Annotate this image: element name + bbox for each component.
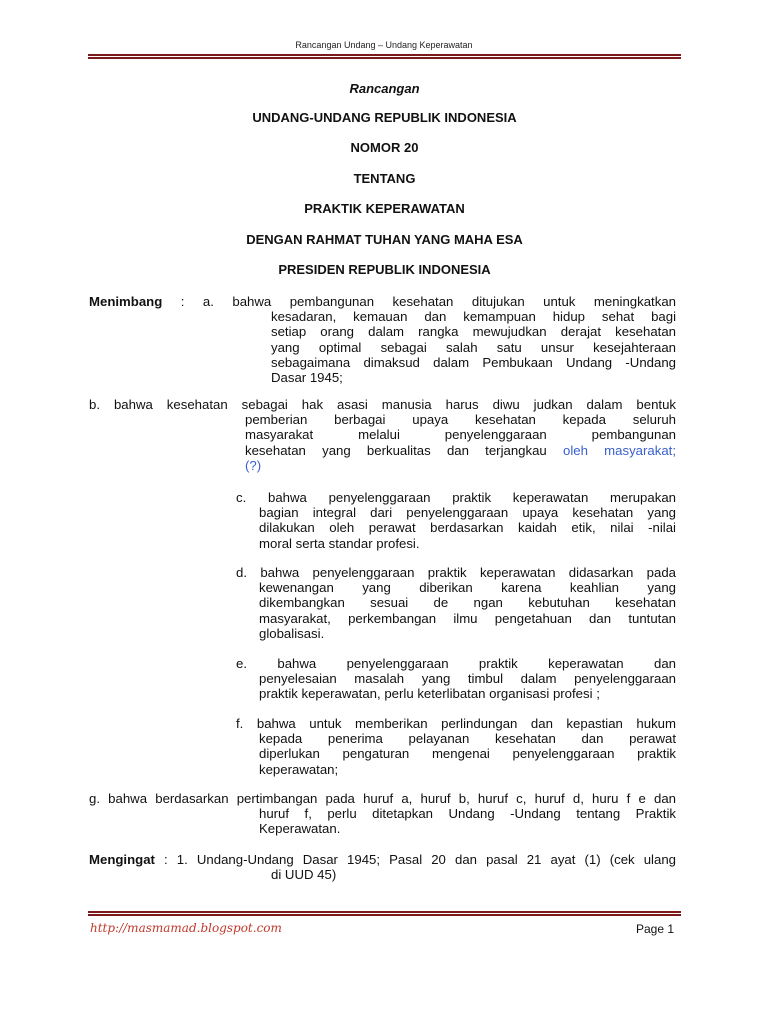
doc-title-number: NOMOR 20 <box>350 140 419 155</box>
doc-title-law: UNDANG-UNDANG REPUBLIK INDONESIA <box>252 110 517 125</box>
comment-highlight: oleh masyarakat; <box>563 442 676 458</box>
menimbang-c: c. bahwa penyelenggaraan praktik keperawatan merupakan <box>236 490 676 505</box>
menimbang-b-body: pemberian berbagai upaya kesehatan kepada seluruh masyarakat melalui penyelenggaraan pembangunan kesehatan yang berkualitas dan terjangkau oleh masyarakat; (?) <box>245 412 676 473</box>
menimbang-c-body: bagian integral dari penyelenggaraan upaya kesehatan yang dilakukan oleh perawat berdasarkan kaidah etik, nilai -nilai moral serta standar profesi. <box>259 505 676 551</box>
mengingat-label: Mengingat <box>89 852 155 867</box>
menimbang-g-body: huruf f, perlu ditetapkan Undang -Undang tentang Praktik Keperawatan. <box>259 806 676 837</box>
menimbang-f-body: kepada penerima pelayanan kesehatan dan perawat diperlukan pengaturan mengenai penyelenggaraan praktik keperawatan; <box>259 731 676 777</box>
doc-blessing: DENGAN RAHMAT TUHAN YANG MAHA ESA <box>246 232 523 247</box>
comment-question: (?) <box>245 457 262 473</box>
doc-title-subject: PRAKTIK KEPERAWATAN <box>304 201 465 216</box>
menimbang-e-body: penyelesaian masalah yang timbul dalam penyelenggaraan praktik keperawatan, perlu keterlibatan organisasi profesi ; <box>259 671 676 702</box>
doc-label-rancangan: Rancangan <box>349 81 420 96</box>
menimbang-a-body: kesadaran, kemauan dan kemampuan hidup sehat bagi setiap orang dalam rangka mewujudkan derajat kesehatan yang optimal sebagai salah satu unsur kesejahteraan sebagaimana dimaksud dalam Pembukaan Undang -Undang Dasar 1945; <box>271 309 676 386</box>
menimbang-a: Menimbang : a. bahwa pembangunan kesehatan ditujukan untuk meningkatkan <box>89 294 676 309</box>
footer-rule <box>88 911 681 916</box>
header-rule <box>88 54 681 59</box>
mengingat-body: di UUD 45) <box>271 867 337 882</box>
mengingat: Mengingat : 1. Undang-Undang Dasar 1945; Pasal 20 dan pasal 21 ayat (1) (cek ulang <box>89 852 676 867</box>
menimbang-b: b. bahwa kesehatan sebagai hak asasi manusia harus diwu judkan dalam bentuk <box>89 397 676 412</box>
doc-president: PRESIDEN REPUBLIK INDONESIA <box>278 262 491 277</box>
footer-link[interactable]: http://masmamad.blogspot.com <box>90 921 282 935</box>
menimbang-e: e. bahwa penyelenggaraan praktik keperawatan dan <box>236 656 676 671</box>
menimbang-g: g. bahwa berdasarkan pertimbangan pada huruf a, huruf b, huruf c, huruf d, huru f e dan <box>89 791 676 806</box>
doc-title-about: TENTANG <box>353 171 416 186</box>
menimbang-label: Menimbang <box>89 294 163 309</box>
menimbang-d-body: kewenangan yang diberikan karena keahlian yang dikembangkan sesuai de ngan kebutuhan kesehatan masyarakat, perkembangan ilmu pengetahuan dan tuntutan globalisasi. <box>259 580 676 641</box>
running-header: Rancangan Undang – Undang Keperawatan <box>295 40 473 50</box>
menimbang-d: d. bahwa penyelenggaraan praktik keperawatan didasarkan pada <box>236 565 676 580</box>
menimbang-f: f. bahwa untuk memberikan perlindungan dan kepastian hukum <box>236 716 676 731</box>
page-number: Page 1 <box>636 922 675 936</box>
